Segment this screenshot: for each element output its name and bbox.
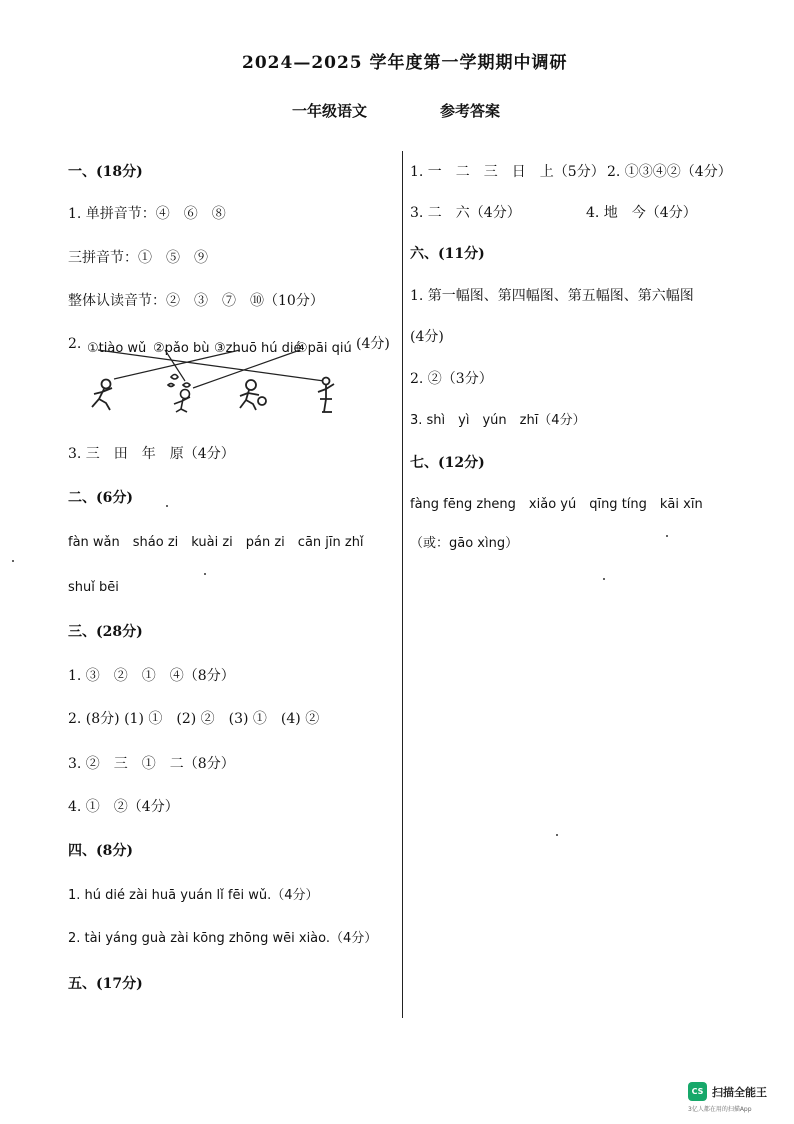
section-5-question-2: 2. ①③④②（4分） xyxy=(607,164,732,180)
section-5-question-1: 1. 一 二 三 日 上（5分） xyxy=(410,164,605,180)
section-6-question-1: 1. 第一幅图、第四幅图、第五幅图、第六幅图 xyxy=(410,288,694,304)
scan-speck xyxy=(204,573,206,575)
single-syllable-answer: 1. 单拼音节：④ ⑥ ⑧ xyxy=(68,206,226,222)
section-6-question-3: 3. shì yì yún zhī（4分） xyxy=(410,413,586,428)
section-7-line-2: （或：gāo xìng） xyxy=(410,536,519,551)
section-4-question-2: 2. tài yáng guà zài kōng zhōng wēi xiào.（4分） xyxy=(68,931,378,946)
section-3-heading: 三、(28分) xyxy=(68,624,143,640)
section-6-heading: 六、(11分) xyxy=(410,246,485,262)
running-child-icon xyxy=(92,380,112,411)
section-5-question-4: 4. 地 今（4分） xyxy=(586,205,697,221)
subject-label: 一年级语文 xyxy=(292,102,368,120)
section-6-question-2: 2. ②（3分） xyxy=(410,371,493,387)
scan-speck xyxy=(166,505,168,507)
section-6-question-1-score: (4分) xyxy=(410,329,444,345)
scanner-app-tagline: 3亿人都在用的扫描App xyxy=(688,1106,752,1113)
section-2-heading: 二、(6分) xyxy=(68,490,133,506)
butterfly-catching-child-icon xyxy=(168,375,190,413)
question-2-number: 2. xyxy=(68,336,82,352)
option-paiqiu: ④pāi qiú xyxy=(296,341,352,356)
scan-speck xyxy=(666,535,668,537)
triple-syllable-answer: 三拼音节：① ⑤ ⑨ xyxy=(68,250,208,266)
option-tiaowu: ①tiào wǔ xyxy=(87,341,147,356)
section-4-question-1: 1. hú dié zài huā yuán lǐ fēi wǔ.（4分） xyxy=(68,888,319,903)
section-4-heading: 四、(8分) xyxy=(68,843,133,859)
whole-reading-syllable-answer: 整体认读音节：② ③ ⑦ ⑩（10分） xyxy=(68,293,324,309)
option-paobu: ②pǎo bù xyxy=(153,341,210,356)
answer-key-label: 参考答案 xyxy=(440,102,501,120)
question-2-score: (4分) xyxy=(356,336,390,352)
option-zhuohudie: ③zhuō hú dié xyxy=(214,341,302,356)
scanner-watermark xyxy=(688,1082,788,1114)
scanner-app-name: 扫描全能王 xyxy=(712,1086,767,1099)
column-divider xyxy=(402,151,403,1018)
section-5-heading: 五、(17分) xyxy=(68,976,143,992)
scanner-logo-icon: CS xyxy=(688,1082,707,1101)
scan-speck xyxy=(556,834,558,836)
matching-illustration xyxy=(60,346,375,416)
page-title: 2024—2025 学年度第一学期期中调研 xyxy=(242,53,568,73)
scan-speck xyxy=(603,578,605,580)
dancing-child-icon xyxy=(318,378,334,413)
section-1-heading: 一、(18分) xyxy=(68,164,143,180)
matching-figures xyxy=(60,346,375,416)
ball-patting-child-icon xyxy=(240,380,266,410)
match-line-2 xyxy=(165,350,185,381)
section-7-line-1: fàng fēng zheng xiǎo yú qīng tíng kāi xīn xyxy=(410,497,703,512)
section-3-question-3: 3. ② 三 ① 二（8分） xyxy=(68,756,235,772)
question-3-answer: 3. 三 田 年 原（4分） xyxy=(68,446,235,462)
section-3-question-1: 1. ③ ② ① ④（8分） xyxy=(68,668,235,684)
section-7-heading: 七、(12分) xyxy=(410,455,485,471)
section-3-question-2: 2. (8分) (1) ① (2) ② (3) ① (4) ② xyxy=(68,711,320,727)
section-2-line-1: fàn wǎn sháo zi kuài zi pán zi cān jīn zhǐ xyxy=(68,535,364,550)
match-line-4 xyxy=(98,350,324,381)
section-2-line-2: shuǐ bēi xyxy=(68,580,119,595)
section-5-question-3: 3. 二 六（4分） xyxy=(410,205,521,221)
section-3-question-4: 4. ① ②（4分） xyxy=(68,799,179,815)
scan-speck xyxy=(12,560,14,562)
